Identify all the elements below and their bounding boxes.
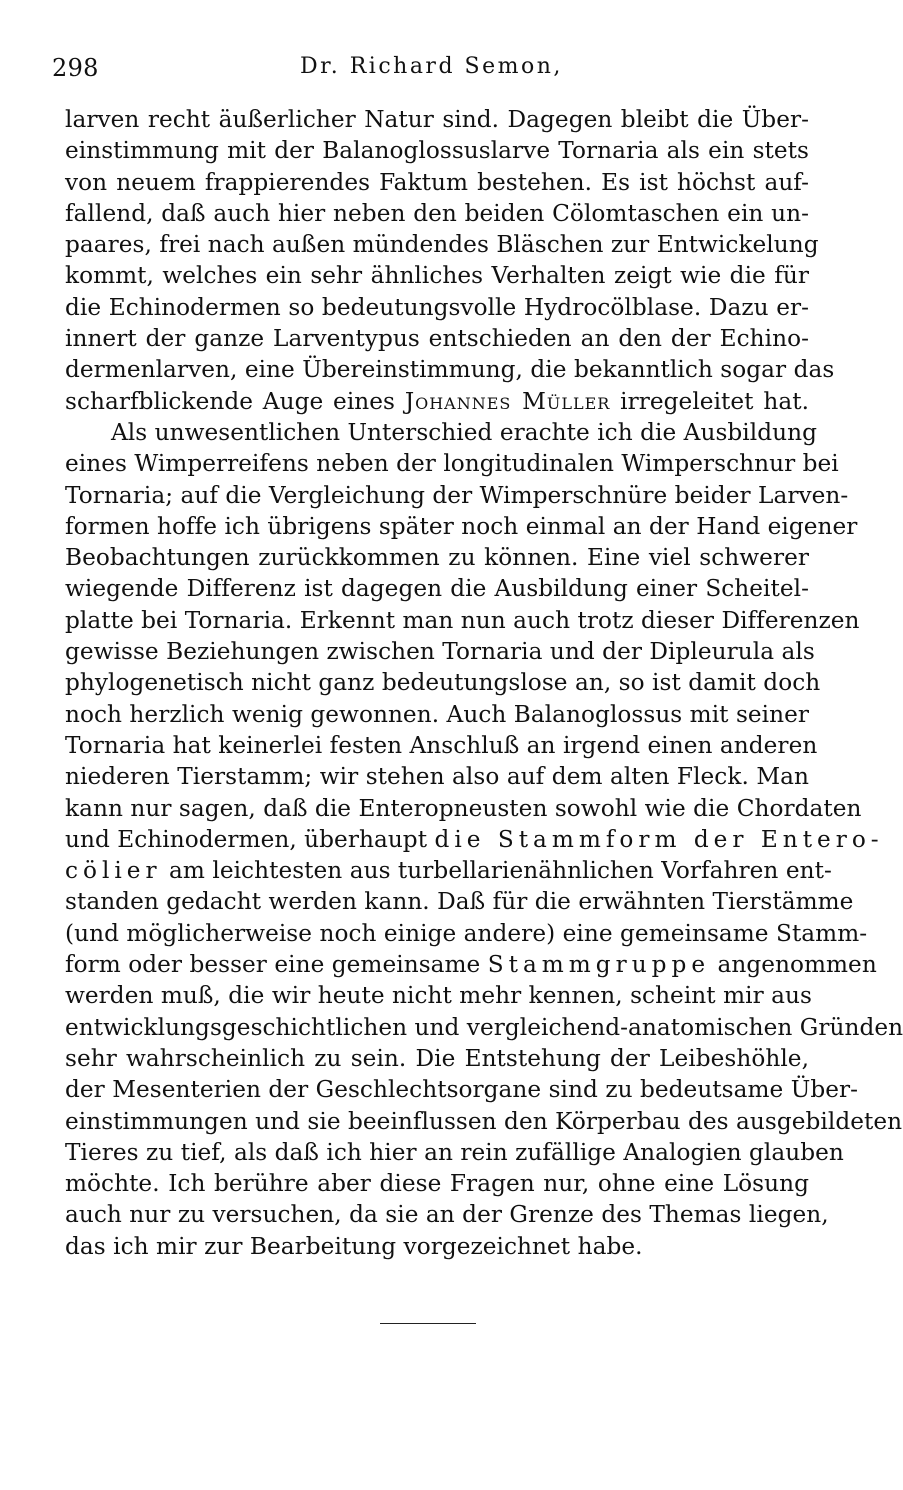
- text-line: Als unwesentlichen Unterschied erachte ich die Ausbildung: [111, 418, 817, 446]
- running-head: Dr. Richard Semon,: [300, 54, 563, 79]
- text-line: einstimmungen und sie beeinflussen den Körperbau des ausgebildeten: [65, 1107, 903, 1135]
- text-line: dermenlarven, eine Übereinstimmung, die bekanntlich sogar das: [65, 356, 835, 384]
- text-line: [65, 855, 832, 886]
- text-line: platte bei Tornaria. Erkennt man nun auch trotz dieser Differenzen: [65, 606, 860, 634]
- emphasized-text: die Stammform der Entero-: [434, 825, 884, 853]
- text-line: noch herzlich wenig gewonnen. Auch Balanoglossus mit seiner: [65, 700, 810, 728]
- text-segment: scharfblickende Auge eines: [65, 387, 395, 415]
- text-line: [65, 386, 809, 417]
- text-line: formen hoffe ich übrigens später noch einmal an der Hand eigener: [65, 512, 858, 540]
- text-line: [65, 949, 877, 980]
- text-segment: form oder besser eine gemeinsame: [65, 951, 481, 979]
- text-segment: irregeleitet hat.: [620, 387, 809, 415]
- text-line: niederen Tierstamm; wir stehen also auf dem alten Fleck. Man: [65, 763, 809, 791]
- text-line: Beobachtungen zurückkommen zu können. Eine viel schwerer: [65, 544, 809, 572]
- text-segment: und Echinodermen, überhaupt: [65, 825, 428, 853]
- text-line: [65, 824, 884, 855]
- text-line: fallend, daß auch hier neben den beiden Cölomtaschen ein un-: [65, 199, 809, 227]
- text-line: kann nur sagen, daß die Enteropneusten sowohl wie die Chordaten: [65, 794, 862, 822]
- text-line: wiegende Differenz ist dagegen die Ausbildung einer Scheitel-: [65, 575, 809, 603]
- body-text: [65, 104, 903, 1262]
- text-line: eines Wimperreifens neben der longitudinalen Wimperschnur bei: [65, 450, 839, 478]
- text-line: auch nur zu versuchen, da sie an der Grenze des Themas liegen,: [65, 1201, 829, 1229]
- text-line: werden muß, die wir heute nicht mehr kennen, scheint mir aus: [65, 982, 812, 1010]
- text-line: der Mesenterien der Geschlechtsorgane sind zu bedeutsame Über-: [65, 1076, 859, 1104]
- text-line: phylogenetisch nicht ganz bedeutungslose an, so ist damit doch: [65, 669, 821, 697]
- emphasized-text: cölier: [65, 857, 162, 885]
- text-line: larven recht äußerlicher Natur sind. Dagegen bleibt die Über-: [65, 106, 809, 133]
- text-line: paares, frei nach außen mündendes Bläschen zur Entwickelung: [65, 231, 819, 259]
- text-line: das ich mir zur Bearbeitung vorgezeichnet habe.: [65, 1232, 643, 1260]
- text-line: standen gedacht werden kann. Daß für die erwähnten Tierstämme: [65, 888, 854, 916]
- text-line: Tornaria; auf die Vergleichung der Wimperschnüre beider Larven-: [65, 481, 849, 509]
- text-segment: am leichtesten aus turbellarienähnlichen Vorfahren ent-: [169, 857, 832, 885]
- author-name: Johannes Müller: [404, 387, 611, 415]
- text-line: möchte. Ich berühre aber diese Fragen nur, ohne eine Lösung: [65, 1170, 809, 1198]
- text-line: die Echinodermen so bedeutungsvolle Hydrocölblase. Dazu er-: [65, 293, 809, 321]
- page-header: [52, 54, 812, 84]
- text-line: Tornaria hat keinerlei festen Anschluß an irgend einen anderen: [65, 731, 818, 759]
- text-line: innert der ganze Larventypus entschieden an den der Echino-: [65, 325, 809, 353]
- text-line: Tieres zu tief, als daß ich hier an rein zufällige Analogien glauben: [65, 1138, 844, 1166]
- text-line: entwicklungsgeschichtlichen und vergleichend-anatomischen Gründen: [65, 1013, 903, 1041]
- text-line: sehr wahrscheinlich zu sein. Die Entstehung der Leibeshöhle,: [65, 1044, 809, 1072]
- text-line: kommt, welches ein sehr ähnliches Verhalten zeigt wie die für: [65, 262, 809, 290]
- text-line: von neuem frappierendes Faktum bestehen. Es ist höchst auf-: [65, 168, 809, 196]
- text-segment: angenommen: [717, 951, 877, 979]
- text-line: einstimmung mit der Balanoglossuslarve Tornaria als ein stets: [65, 137, 809, 165]
- page-number: 298: [52, 54, 99, 82]
- text-line: gewisse Beziehungen zwischen Tornaria und der Dipleurula als: [65, 638, 815, 666]
- emphasized-text: Stammgruppe: [487, 951, 711, 979]
- section-end-rule: [380, 1323, 476, 1324]
- text-line: (und möglicherweise noch einige andere) eine gemeinsame Stamm-: [65, 919, 868, 947]
